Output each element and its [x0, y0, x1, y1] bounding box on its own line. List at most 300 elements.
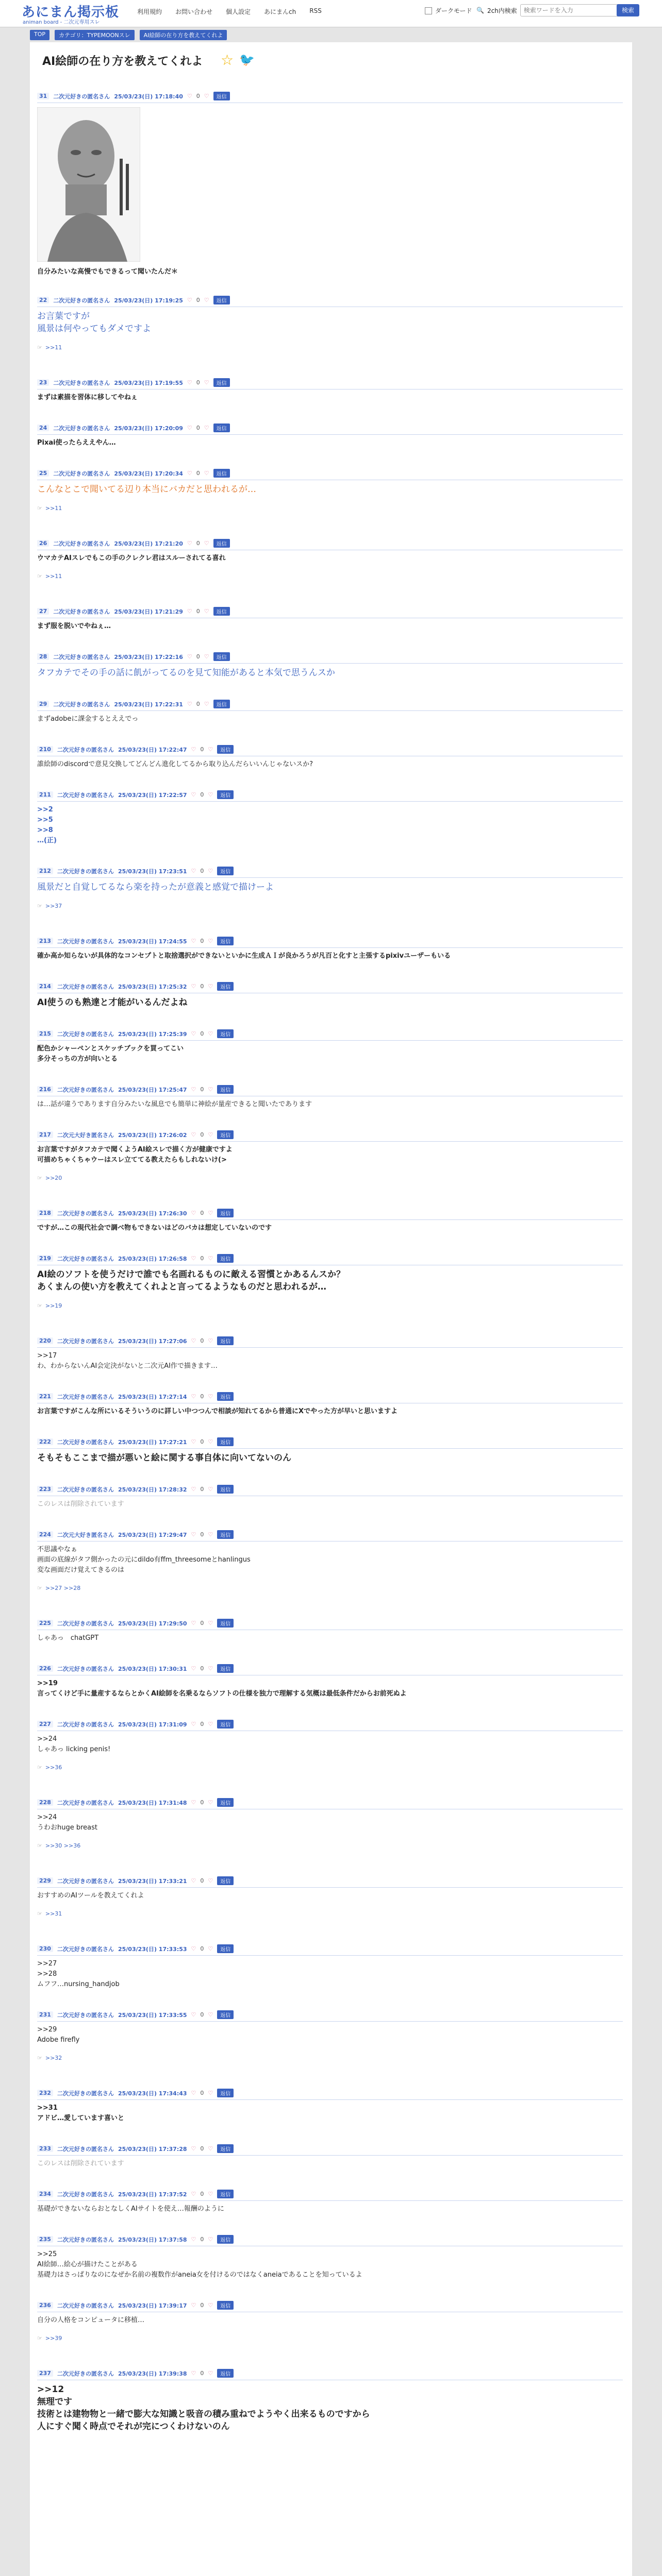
bookmark-icon[interactable]: ♡: [208, 1030, 213, 1037]
like-heart-icon[interactable]: ♡: [191, 2191, 196, 2197]
like-count: 0: [200, 2011, 204, 2018]
bookmark-icon[interactable]: ♡: [208, 1799, 213, 1806]
reply-hand-icon: ☞: [37, 1842, 42, 1849]
bookmark-icon[interactable]: ♡: [208, 1721, 213, 1727]
post-meta: [37, 745, 623, 756]
reply-button[interactable]: 返信: [213, 378, 230, 387]
bookmark-icon[interactable]: ♡: [204, 425, 209, 431]
like-heart-icon[interactable]: ♡: [191, 1086, 196, 1093]
post: [37, 296, 623, 351]
post-date: 25/03/23(日) 17:27:06: [118, 1337, 187, 1345]
post-date: 25/03/23(日) 17:25:39: [118, 1030, 187, 1038]
poster-name: 二次元好きの匿名さん: [57, 1393, 114, 1400]
reply-anchor-link[interactable]: >>31: [45, 1910, 62, 1917]
post-number[interactable]: 218: [37, 1210, 53, 1216]
reply-button[interactable]: 返信: [217, 790, 234, 799]
reply-button[interactable]: 返信: [217, 2190, 234, 2198]
post: [37, 652, 623, 679]
post-date: 25/03/23(日) 17:19:25: [114, 297, 183, 304]
bookmark-icon[interactable]: ♡: [208, 868, 213, 874]
favorite-star-icon[interactable]: ☆: [221, 52, 234, 69]
bookmark-icon[interactable]: ♡: [208, 1210, 213, 1216]
post-number[interactable]: 217: [37, 1131, 53, 1138]
reply-hand-icon: ☞: [37, 573, 42, 580]
post-number[interactable]: 234: [37, 2191, 53, 2197]
bookmark-icon[interactable]: ♡: [208, 2370, 213, 2377]
reply-button[interactable]: 返信: [217, 1130, 234, 1139]
post-number[interactable]: 211: [37, 791, 53, 798]
reply-button[interactable]: 返信: [213, 607, 230, 616]
bookmark-icon[interactable]: ♡: [208, 2145, 213, 2152]
post-meta: [37, 1085, 623, 1096]
post: [37, 1944, 623, 1990]
post-meta: [37, 1392, 623, 1403]
reply-button[interactable]: 返信: [217, 1254, 234, 1263]
post-number[interactable]: 27: [37, 608, 49, 615]
post: [37, 2301, 623, 2342]
like-heart-icon[interactable]: ♡: [191, 1665, 196, 1672]
reply-anchor-link[interactable]: >>20: [45, 1175, 62, 1181]
post: [37, 1876, 623, 1917]
post-body: お言葉ですがこんな所にいるそういうのに詳しい中つつんで相談が知れてるから普通にXでやった方が早いと思いますよ: [37, 1408, 398, 1415]
reply-anchor-link[interactable]: >>11: [45, 505, 62, 512]
post-date: 25/03/23(日) 17:22:31: [114, 701, 183, 708]
post-date: 25/03/23(日) 17:28:32: [118, 1486, 187, 1493]
post-number[interactable]: 22: [37, 297, 49, 303]
reply-button[interactable]: 返信: [217, 1209, 234, 1217]
reply-hand-icon: ☞: [37, 903, 42, 909]
reply-button[interactable]: 返信: [213, 700, 230, 708]
bookmark-icon[interactable]: ♡: [204, 701, 209, 707]
post-date: 25/03/23(日) 17:20:09: [114, 425, 183, 432]
nav-contact[interactable]: お問い合わせ: [175, 8, 213, 15]
reply-links: [37, 903, 623, 909]
reply-links: [37, 1302, 623, 1309]
poster-name: 二次元好きの匿名さん: [57, 1030, 114, 1038]
like-heart-icon[interactable]: ♡: [191, 1799, 196, 1806]
search-icon: 🔍: [476, 7, 484, 14]
reply-hand-icon: ☞: [37, 1764, 42, 1771]
post-number[interactable]: 219: [37, 1255, 53, 1262]
bookmark-icon[interactable]: ♡: [208, 2236, 213, 2243]
post-number[interactable]: 210: [37, 746, 53, 753]
post: [37, 790, 623, 846]
post-number[interactable]: 212: [37, 868, 53, 874]
site-header: [0, 0, 662, 27]
like-heart-icon[interactable]: ♡: [187, 540, 192, 547]
bookmark-icon[interactable]: ♡: [208, 2302, 213, 2309]
post-body: >>17 わ、わからないんAI会定決がないと二次元AI作で描きます…: [37, 1352, 218, 1370]
like-count: 0: [200, 1210, 204, 1216]
bookmark-icon[interactable]: ♡: [204, 379, 209, 386]
like-heart-icon[interactable]: ♡: [191, 1877, 196, 1884]
like-count: 0: [200, 1131, 204, 1138]
post-number[interactable]: 31: [37, 93, 49, 99]
poster-name: 二次元好きの匿名さん: [57, 1945, 114, 1953]
reply-button[interactable]: 返信: [217, 745, 234, 754]
bookmark-icon[interactable]: ♡: [208, 938, 213, 944]
reply-links: [37, 344, 623, 351]
bookmark-icon[interactable]: ♡: [208, 1620, 213, 1626]
bookmark-icon[interactable]: ♡: [208, 1438, 213, 1445]
like-heart-icon[interactable]: ♡: [191, 1531, 196, 1538]
poster-name: 二次元好きの匿名さん: [57, 1799, 114, 1806]
post-body: 自分みたいな高慢でもできるって聞いたんだ＊: [37, 268, 178, 276]
like-count: 0: [200, 1531, 204, 1538]
post-number[interactable]: 28: [37, 653, 49, 660]
post-body: ウマカテAIスレでもこの手のクレクレ君はスルーされてる喜れ: [37, 554, 226, 562]
post-meta: [37, 1664, 623, 1675]
post-date: 25/03/23(日) 17:39:38: [118, 2370, 187, 2377]
post-date: 25/03/23(日) 17:19:55: [114, 379, 183, 386]
like-heart-icon[interactable]: ♡: [191, 868, 196, 874]
post-body: 自分の人格をコンピュータに移植…: [37, 2316, 145, 2324]
like-heart-icon[interactable]: ♡: [191, 1337, 196, 1344]
post-date: 25/03/23(日) 17:26:58: [118, 1255, 187, 1262]
post-body: まずは素描を習体に移してやねぇ: [37, 394, 138, 401]
like-count: 0: [200, 1721, 204, 1727]
like-count: 0: [200, 1086, 204, 1093]
post: [37, 92, 623, 277]
like-heart-icon[interactable]: ♡: [187, 425, 192, 431]
post-body: お言葉ですが 風景は何やってもダメですよ: [37, 311, 151, 334]
reply-anchor-link[interactable]: >>11: [45, 344, 62, 351]
like-heart-icon[interactable]: ♡: [191, 1131, 196, 1138]
search-button[interactable]: 検索: [617, 4, 639, 16]
reply-button[interactable]: 返信: [217, 1530, 234, 1539]
post-date: 25/03/23(日) 17:27:14: [118, 1393, 187, 1400]
reply-anchor-link[interactable]: >>37: [45, 903, 62, 909]
post-number[interactable]: 230: [37, 1945, 53, 1952]
reply-button[interactable]: 返信: [217, 1664, 234, 1673]
bookmark-icon[interactable]: ♡: [208, 1531, 213, 1538]
post-number[interactable]: 216: [37, 1086, 53, 1093]
bookmark-icon[interactable]: ♡: [204, 608, 209, 615]
like-heart-icon[interactable]: ♡: [191, 2370, 196, 2377]
like-count: 0: [200, 938, 204, 944]
like-heart-icon[interactable]: ♡: [191, 1620, 196, 1626]
like-count: 0: [200, 1877, 204, 1884]
post-meta: [37, 867, 623, 878]
post-number[interactable]: 226: [37, 1665, 53, 1672]
post-meta: [37, 539, 623, 550]
dark-mode-label: ダークモード: [435, 7, 472, 14]
post: [37, 1209, 623, 1233]
post-meta: [37, 1944, 623, 1956]
post-meta: [37, 1254, 623, 1265]
post-body: >>24 しゃあっ licking penis!: [37, 1735, 111, 1753]
poster-name: 二次元好きの匿名さん: [57, 938, 114, 945]
like-count: 0: [200, 1620, 204, 1626]
post: [37, 1130, 623, 1181]
bookmark-icon[interactable]: ♡: [208, 2011, 213, 2018]
poster-name: 二次元好きの匿名さん: [57, 983, 114, 990]
bookmark-icon[interactable]: ♡: [208, 1877, 213, 1884]
like-count: 0: [200, 1486, 204, 1493]
reply-button[interactable]: 返信: [217, 867, 234, 875]
post: [37, 423, 623, 448]
reply-button[interactable]: 返信: [213, 92, 230, 100]
post-body: >>25 AI絵師…絵心が描けたことがある 基礎力はさっぱりなのになぜか名前の複数作がaneia女を付けるのではなくaneiaであることを知っているよ: [37, 2250, 362, 2279]
post-date: 25/03/23(日) 17:21:20: [114, 540, 183, 547]
reply-button[interactable]: 返信: [217, 1437, 234, 1446]
post-number[interactable]: 229: [37, 1877, 53, 1884]
nav-animanch[interactable]: あにまんch: [264, 8, 296, 15]
bookmark-icon[interactable]: ♡: [208, 1393, 213, 1400]
post-date: 25/03/23(日) 17:33:53: [118, 1945, 187, 1953]
reply-anchor-link[interactable]: >>36: [45, 1764, 62, 1771]
post-number[interactable]: 227: [37, 1721, 53, 1727]
like-heart-icon[interactable]: ♡: [191, 1255, 196, 1262]
post-number[interactable]: 29: [37, 701, 49, 707]
post-number[interactable]: 25: [37, 470, 49, 477]
poster-name: 二次元好きの匿名さん: [57, 1721, 114, 1728]
post-body: 確か高か知らないが具体的なコンセプトと取捨選択ができないといかに生成ＡＩが良かろうが凡百と化すと主張するpixivユーザーもいる: [37, 952, 451, 960]
like-heart-icon[interactable]: ♡: [191, 2302, 196, 2309]
bookmark-icon[interactable]: ♡: [208, 1665, 213, 1672]
like-heart-icon[interactable]: ♡: [191, 2090, 196, 2096]
reply-button[interactable]: 返信: [217, 1619, 234, 1628]
search-label: 2ch内検索: [487, 7, 517, 14]
post-meta: [37, 1029, 623, 1041]
poster-name: 二次元好きの匿名さん: [57, 746, 114, 753]
reply-button[interactable]: 返信: [213, 469, 230, 478]
like-heart-icon[interactable]: ♡: [187, 653, 192, 660]
reply-button[interactable]: 返信: [217, 2144, 234, 2153]
post: [37, 1619, 623, 1643]
poster-name: 二次元好きの匿名さん: [53, 540, 110, 547]
reply-button[interactable]: 返信: [217, 1336, 234, 1345]
bookmark-icon[interactable]: ♡: [208, 1486, 213, 1493]
reply-button[interactable]: 返信: [217, 1392, 234, 1401]
reply-hand-icon: ☞: [37, 1910, 42, 1917]
site-logo-sub: animan board - 二次元専用スレ: [23, 20, 100, 25]
reply-button[interactable]: 返信: [217, 1485, 234, 1494]
poster-name: 二次元大好き匿名さん: [57, 1531, 114, 1538]
post-meta: [37, 1437, 623, 1449]
reply-button[interactable]: 返信: [213, 423, 230, 432]
post: [37, 1485, 623, 1510]
post-date: 25/03/23(日) 17:31:48: [118, 1799, 187, 1806]
like-heart-icon[interactable]: ♡: [191, 1721, 196, 1727]
bookmark-icon[interactable]: ♡: [208, 1337, 213, 1344]
bookmark-icon[interactable]: ♡: [208, 1086, 213, 1093]
post-meta: [37, 1530, 623, 1541]
post-date: 25/03/23(日) 17:29:47: [118, 1531, 187, 1538]
post-meta: [37, 1485, 623, 1496]
reply-button[interactable]: 返信: [217, 2235, 234, 2244]
reply-anchor-link[interactable]: >>32: [45, 2055, 62, 2061]
bookmark-icon[interactable]: ♡: [208, 2090, 213, 2096]
like-heart-icon[interactable]: ♡: [187, 297, 192, 303]
reply-button[interactable]: 返信: [217, 1029, 234, 1038]
post-number[interactable]: 24: [37, 425, 49, 431]
reply-button[interactable]: 返信: [213, 296, 230, 304]
poster-name: 二次元好きの匿名さん: [57, 1438, 114, 1446]
post-number[interactable]: 225: [37, 1620, 53, 1626]
post-number[interactable]: 236: [37, 2302, 53, 2309]
post-meta: [37, 1798, 623, 1809]
post-meta: [37, 652, 623, 664]
nav-rss[interactable]: RSS: [309, 7, 322, 14]
like-count: 0: [200, 1438, 204, 1445]
reply-button[interactable]: 返信: [217, 2089, 234, 2097]
post-number[interactable]: 213: [37, 938, 53, 944]
post-number[interactable]: 220: [37, 1337, 53, 1344]
post: [37, 937, 623, 961]
bookmark-icon[interactable]: ♡: [204, 93, 209, 99]
post-body: おすすめのAIツールを教えてくれよ: [37, 1892, 144, 1900]
breadcrumb: [30, 30, 227, 40]
post: [37, 2144, 623, 2169]
like-heart-icon[interactable]: ♡: [191, 1486, 196, 1493]
post-body: >>12 無理です 技術とは建物物と一緒で膨大な知識と吸音の積み重ねでようやく出来るものですから 人にすぐ聞く時点でそれが完につくわけないのん: [37, 2384, 370, 2432]
reply-button[interactable]: 返信: [217, 1085, 234, 1094]
poster-name: 二次元好きの匿名さん: [57, 1255, 114, 1262]
post-date: 25/03/23(日) 17:37:28: [118, 2145, 187, 2153]
like-heart-icon[interactable]: ♡: [187, 93, 192, 99]
bookmark-icon[interactable]: ♡: [204, 540, 209, 547]
reply-button[interactable]: 返信: [217, 1720, 234, 1728]
dark-mode-toggle[interactable]: [425, 6, 472, 15]
reply-button[interactable]: 返信: [217, 2301, 234, 2310]
post-number[interactable]: 222: [37, 1438, 53, 1445]
poster-name: 二次元好きの匿名さん: [57, 1620, 114, 1627]
post-body: >>31 アドビ…愛しています喜いと: [37, 2104, 125, 2122]
reply-anchor-link[interactable]: >>39: [45, 2335, 62, 2342]
reply-hand-icon: ☞: [37, 1175, 42, 1181]
bookmark-icon[interactable]: ♡: [208, 1255, 213, 1262]
post-body: このレスは削除されています: [37, 1500, 124, 1508]
post-number[interactable]: 235: [37, 2236, 53, 2243]
post-number[interactable]: 214: [37, 983, 53, 990]
like-count: 0: [196, 93, 200, 99]
reply-button[interactable]: 返信: [217, 2369, 234, 2378]
twitter-bird-icon[interactable]: 🐦: [239, 53, 255, 67]
post: [37, 607, 623, 632]
post-body: 誰絵師のdiscordで意見交換してどんどん進化してるから取り込んだらいいんじゃないスか?: [37, 760, 313, 768]
thread-panel: [30, 42, 632, 2576]
post-meta: [37, 937, 623, 948]
post-number[interactable]: 232: [37, 2090, 53, 2096]
reply-anchor-link[interactable]: >>27 >>28: [45, 1585, 81, 1591]
post-number[interactable]: 221: [37, 1393, 53, 1400]
reply-button[interactable]: 返信: [217, 1944, 234, 1953]
reply-button[interactable]: 返信: [217, 2010, 234, 2019]
reply-links: [37, 573, 623, 580]
reply-button[interactable]: 返信: [217, 1876, 234, 1885]
like-heart-icon[interactable]: ♡: [191, 2145, 196, 2152]
like-heart-icon[interactable]: ♡: [187, 379, 192, 386]
post-body: >>24 うわおhuge breast: [37, 1814, 98, 1832]
like-heart-icon[interactable]: ♡: [191, 1030, 196, 1037]
nav-settings[interactable]: 個人設定: [226, 8, 251, 15]
like-count: 0: [200, 1945, 204, 1952]
post-number[interactable]: 224: [37, 1531, 53, 1538]
bookmark-icon[interactable]: ♡: [204, 470, 209, 477]
reply-button[interactable]: 返信: [217, 937, 234, 945]
like-count: 0: [196, 297, 200, 303]
breadcrumb-thread[interactable]: AI絵師の在り方を教えてくれよ: [140, 30, 227, 40]
bookmark-icon[interactable]: ♡: [208, 791, 213, 798]
like-heart-icon[interactable]: ♡: [191, 1210, 196, 1216]
reply-anchor-link[interactable]: >>11: [45, 573, 62, 580]
like-count: 0: [200, 1393, 204, 1400]
breadcrumb-top[interactable]: TOP: [30, 30, 49, 40]
like-heart-icon[interactable]: ♡: [191, 1945, 196, 1952]
post-number[interactable]: 228: [37, 1799, 53, 1806]
post-date: 25/03/23(日) 17:23:51: [118, 868, 187, 875]
bookmark-icon[interactable]: ♡: [204, 653, 209, 660]
poster-name: 二次元好きの匿名さん: [53, 93, 110, 100]
post-number[interactable]: 233: [37, 2145, 53, 2152]
post-number[interactable]: 23: [37, 379, 49, 386]
bookmark-icon[interactable]: ♡: [208, 1945, 213, 1952]
bookmark-icon[interactable]: ♡: [204, 297, 209, 303]
site-logo[interactable]: あにまん掲示板: [22, 5, 120, 20]
nav-terms[interactable]: 利用規約: [137, 8, 162, 15]
like-heart-icon[interactable]: ♡: [191, 2011, 196, 2018]
post: [37, 2010, 623, 2061]
like-heart-icon[interactable]: ♡: [191, 791, 196, 798]
like-count: 0: [196, 608, 200, 615]
reply-links: [37, 1842, 623, 1849]
post-date: 25/03/23(日) 17:20:34: [114, 470, 183, 477]
reply-anchor-link[interactable]: >>19: [45, 1302, 62, 1309]
like-heart-icon[interactable]: ♡: [187, 470, 192, 477]
bookmark-icon[interactable]: ♡: [208, 983, 213, 990]
like-count: 0: [200, 1255, 204, 1262]
like-count: 0: [200, 868, 204, 874]
post-number[interactable]: 231: [37, 2011, 53, 2018]
like-heart-icon[interactable]: ♡: [191, 1393, 196, 1400]
like-heart-icon[interactable]: ♡: [187, 608, 192, 615]
like-count: 0: [196, 379, 200, 386]
post-body: >>29 Adobe firefly: [37, 2026, 80, 2044]
dark-mode-checkbox[interactable]: [425, 7, 432, 14]
post-meta: [37, 2301, 623, 2312]
like-heart-icon[interactable]: ♡: [191, 1438, 196, 1445]
post: [37, 1720, 623, 1771]
like-count: 0: [200, 791, 204, 798]
like-heart-icon[interactable]: ♡: [191, 2236, 196, 2243]
post-number[interactable]: 26: [37, 540, 49, 547]
like-heart-icon[interactable]: ♡: [191, 938, 196, 944]
bookmark-icon[interactable]: ♡: [208, 1131, 213, 1138]
like-heart-icon[interactable]: ♡: [187, 701, 192, 707]
reply-anchor-link[interactable]: >>30 >>36: [45, 1842, 81, 1849]
post-number[interactable]: 215: [37, 1030, 53, 1037]
post-date: 25/03/23(日) 17:24:55: [118, 938, 187, 945]
reply-button[interactable]: 返信: [217, 1798, 234, 1807]
poster-name: 二次元好きの匿名さん: [57, 2191, 114, 2198]
post-date: 25/03/23(日) 17:33:21: [118, 1877, 187, 1885]
reply-button[interactable]: 返信: [217, 982, 234, 991]
reply-button[interactable]: 返信: [213, 539, 230, 548]
reply-links: [37, 1585, 623, 1591]
post-number[interactable]: 223: [37, 1486, 53, 1493]
poster-name: 二次元好きの匿名さん: [57, 2011, 114, 2019]
post-number[interactable]: 237: [37, 2370, 53, 2377]
bookmark-icon[interactable]: ♡: [208, 2191, 213, 2197]
post-body: 不思議やなぁ 画面の底線がタフ側かったの元にdildo有ffm_threesomeとhanlingus 変な画面だけ覚えてきるのは: [37, 1546, 251, 1574]
like-heart-icon[interactable]: ♡: [191, 746, 196, 753]
like-heart-icon[interactable]: ♡: [191, 983, 196, 990]
bookmark-icon[interactable]: ♡: [208, 746, 213, 753]
reply-button[interactable]: 返信: [213, 652, 230, 661]
breadcrumb-category[interactable]: カテゴリ：TYPEMOONスレ: [55, 30, 135, 40]
post-meta: [37, 1619, 623, 1630]
